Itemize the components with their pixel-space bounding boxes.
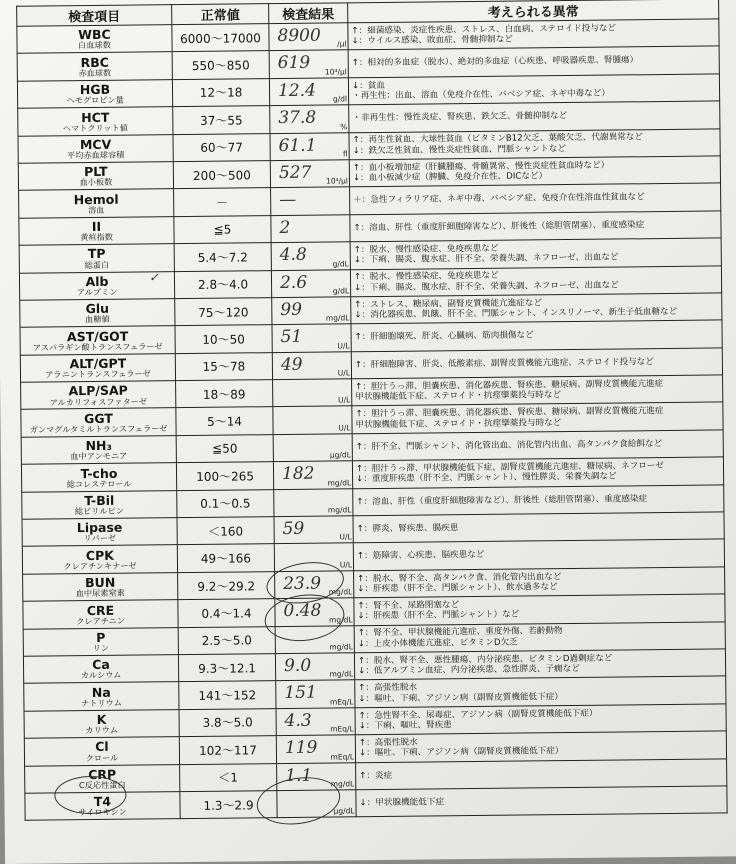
normal-range: 5.4～7.2 xyxy=(174,243,271,271)
result-cell xyxy=(277,762,356,790)
test-name: 血糖値 xyxy=(85,314,110,325)
abnormality-notes xyxy=(350,211,721,242)
result-cell xyxy=(273,434,352,462)
test-item-cell xyxy=(24,737,179,766)
result-cell xyxy=(275,598,354,626)
note-line: ↑：肝細胞壊死、肝炎、心臓病、筋肉損傷など xyxy=(354,330,534,343)
test-code: Glu xyxy=(85,301,110,317)
result-unit: mg/dL xyxy=(328,614,353,625)
result-unit: mg/dL xyxy=(329,669,354,679)
test-code: K xyxy=(96,711,107,728)
test-item-cell xyxy=(20,326,175,355)
test-item-cell xyxy=(17,79,172,108)
result-value: 51 xyxy=(280,327,303,348)
test-name: アスパラギン酸トランスフェラーゼ xyxy=(32,341,163,353)
normal-range: 9.2～29.2 xyxy=(178,571,275,599)
test-name: クレアチンキナーゼ xyxy=(63,560,137,572)
test-name: リパーゼ xyxy=(83,533,116,544)
result-value: 182 xyxy=(281,463,315,485)
normal-range: ＜1 xyxy=(180,763,277,791)
abnormality-notes xyxy=(356,758,727,789)
note-line: ↑：炎症 xyxy=(359,770,393,781)
result-unit: μg/dL xyxy=(329,450,351,460)
note-line: ↓：低アルブミン血症、内分泌疾患、急性膵炎、子癇など xyxy=(358,664,580,677)
test-item-cell xyxy=(19,244,174,273)
normal-range: 2.5～5.0 xyxy=(178,626,275,654)
note-line: ↑：肝細胞障害、肝炎、低酸素症、副腎皮質機能亢進症、ステロイド投与など xyxy=(354,356,654,370)
normal-range: 0.1～0.5 xyxy=(177,489,274,517)
note-line: ↑：腎不全、尿路閉塞など xyxy=(357,600,460,612)
result-unit: U/L xyxy=(337,368,351,378)
test-code: Cl xyxy=(95,739,109,755)
result-cell xyxy=(272,324,351,352)
test-name: 黄疸指数 xyxy=(80,231,113,243)
result-value: — xyxy=(279,190,297,211)
note-line: ↑：溶血、肝性（重度肝細胞障害など）、肝後性（総胆管閉塞）、重度感染症 xyxy=(353,219,645,234)
abnormality-notes xyxy=(352,430,723,461)
result-unit: μg/dL xyxy=(333,806,355,816)
result-value: 8900 xyxy=(277,25,321,47)
abnormality-notes xyxy=(348,74,719,105)
result-unit: U/L xyxy=(338,395,351,405)
test-code: ALP/SAP xyxy=(68,383,128,399)
abnormality-notes xyxy=(354,594,725,625)
test-item-cell xyxy=(18,162,173,191)
normal-range: 60～77 xyxy=(173,133,270,161)
note-line: ↓：肝疾患（肝不全、門脈シャント）など xyxy=(357,609,520,622)
result-cell xyxy=(271,215,350,243)
abnormality-notes xyxy=(355,676,726,707)
test-code: Hemol xyxy=(73,191,119,207)
normal-range: ＜160 xyxy=(177,517,274,545)
test-code: P xyxy=(96,629,106,645)
normal-range: 100～265 xyxy=(176,462,273,490)
result-unit: g/dL xyxy=(332,258,349,269)
result-value: 99 xyxy=(280,299,303,320)
result-value: 4.3 xyxy=(284,710,312,731)
result-cell xyxy=(270,132,349,160)
result-cell xyxy=(271,269,350,297)
test-item-cell xyxy=(22,545,177,574)
note-line: ↑：脱水、慢性感染症、免疫疾患など xyxy=(353,243,499,256)
test-code: Ca xyxy=(92,657,110,673)
note-line: ↑：ストレス、糖尿病、副腎皮質機能亢進症など xyxy=(354,298,542,311)
test-code: TP xyxy=(87,246,106,262)
header-notes: 考えられる異常 xyxy=(348,0,719,23)
note-line: ↓：肝疾患（肝不全、門脈シャント）、飲水過多など xyxy=(357,582,558,595)
test-name: 溶血 xyxy=(88,204,105,215)
test-code: MCV xyxy=(79,136,112,153)
abnormality-notes xyxy=(354,621,725,652)
result-unit: mg/dL xyxy=(327,477,352,488)
normal-range: 10～50 xyxy=(175,325,272,353)
note-line: ↓：下痢、腸炎、腹水症、肝不全、栄養失調、ネフローゼ、出血など xyxy=(353,252,619,266)
header-item: 検査項目 xyxy=(17,5,172,27)
header-range: 正常値 xyxy=(172,4,269,25)
test-item-cell xyxy=(21,435,176,464)
note-line: ↓：ウイルス感染、敗血症、骨髄抑制など xyxy=(351,34,513,47)
note-line: ↓：消化器疾患、飢餓、肝不全、門脈シャント、インスリノーマ、新生子低血糖など xyxy=(354,306,678,321)
header-result: 検査結果 xyxy=(269,3,348,24)
test-code: NH₃ xyxy=(85,437,113,454)
result-unit: mg/dL xyxy=(325,313,350,323)
note-line: ↓：甲状腺機能低下症 xyxy=(359,797,445,809)
result-value: 4.8 xyxy=(279,244,307,266)
test-name: 総ビリルビン xyxy=(74,505,125,517)
test-code: T-cho xyxy=(80,465,118,481)
test-item-cell xyxy=(19,216,174,245)
normal-range: 75～120 xyxy=(175,298,272,326)
test-name: 血小板数 xyxy=(79,177,113,188)
abnormality-notes xyxy=(352,402,723,433)
result-value: 12.4 xyxy=(277,80,316,101)
abnormality-notes xyxy=(352,375,723,406)
abnormality-notes xyxy=(349,156,720,187)
result-value: 23.9 xyxy=(283,573,322,594)
result-cell xyxy=(271,187,350,215)
test-code: CRE xyxy=(86,602,115,618)
result-value: 119 xyxy=(284,737,318,759)
test-item-cell xyxy=(21,381,176,410)
normal-range: － xyxy=(174,188,271,216)
test-item-cell xyxy=(23,600,178,629)
note-line: ↑：再生性貧血、大球性貧血（ビタミンB12欠乏、葉酸欠乏、代謝異常など xyxy=(352,132,644,146)
abnormality-notes xyxy=(356,786,727,817)
normal-range: ≦50 xyxy=(176,434,273,462)
normal-range: 9.3～12.1 xyxy=(178,654,275,682)
test-item-cell xyxy=(23,572,178,601)
test-name: ヘマトクリット値 xyxy=(62,122,128,133)
result-cell xyxy=(274,543,353,571)
result-cell xyxy=(276,735,355,763)
result-unit: 10⁴/μl xyxy=(325,176,349,186)
result-cell xyxy=(269,23,348,51)
result-unit: 10⁴/μl xyxy=(324,67,347,77)
normal-range: 200～500 xyxy=(173,161,270,189)
test-name: 白血球数 xyxy=(78,40,111,51)
abnormality-notes xyxy=(351,320,722,351)
test-name: クレアチニン xyxy=(76,615,126,626)
result-unit: U/L xyxy=(338,423,351,433)
test-item-cell xyxy=(20,299,175,328)
normal-range: 6000～17000 xyxy=(172,24,269,52)
test-code: HGB xyxy=(79,81,111,98)
result-value: 2 xyxy=(279,217,291,238)
test-item-cell xyxy=(25,764,180,793)
note-line: ↑：急性腎不全、尿毒症、アジソン病（副腎皮質機能低下症） xyxy=(358,708,598,721)
test-code: T-Bil xyxy=(84,492,115,509)
test-code: ALT/GPT xyxy=(69,355,127,372)
result-unit: g/dl xyxy=(332,94,348,104)
normal-range: ≦5 xyxy=(174,215,271,243)
test-name: 血中アンモニア xyxy=(70,450,128,462)
abnormality-notes xyxy=(351,348,722,379)
note-line: ＋：急性フィラリア症、ネギ中毒、バベシア症、免疫介在性溶血性貧血など xyxy=(353,192,645,206)
test-name: 赤血球数 xyxy=(78,67,112,78)
note-line: 甲状腺機能低下症、ステロイド・抗痙攣薬投与時など xyxy=(355,417,562,430)
result-value: 0.48 xyxy=(283,600,322,622)
test-code: RBC xyxy=(80,54,109,70)
result-value: 151 xyxy=(284,683,317,704)
note-line: ↑：溶血、肝性（重度肝細胞障害など）、肝後性（総胆管閉塞）、重度感染症 xyxy=(356,493,648,507)
test-name: 平均赤血球容積 xyxy=(66,149,125,161)
normal-range: 3.8～5.0 xyxy=(179,708,276,736)
test-name: C反応性蛋白 xyxy=(78,779,126,791)
abnormality-notes xyxy=(352,457,723,488)
test-code: HCT xyxy=(81,109,110,125)
normal-range: 15～78 xyxy=(175,352,272,380)
test-code: T4 xyxy=(93,794,112,810)
test-code: Lipase xyxy=(76,520,123,536)
note-line: ・再生性：出血、溶血（免疫介在性、バベシア症、ネギ中毒など） xyxy=(352,88,610,102)
note-line: ↑：腎不全、甲状腺機能亢進症、重度外傷、若齢動物 xyxy=(357,626,563,639)
test-name: 総コレステロール xyxy=(66,478,132,489)
test-item-cell xyxy=(17,25,172,54)
result-value: 527 xyxy=(278,162,312,184)
normal-range: 102～117 xyxy=(179,736,276,764)
normal-range: 550～850 xyxy=(172,51,269,79)
normal-range: 12～18 xyxy=(172,78,269,106)
result-unit: /μl xyxy=(337,39,347,49)
result-cell xyxy=(275,571,354,599)
test-item-cell xyxy=(21,408,176,437)
note-line: ↓：下痢、腸炎、腹水症、肝不全、栄養失調、ネフローゼ、出血など xyxy=(354,280,619,293)
test-code: Alb xyxy=(85,273,109,289)
result-cell xyxy=(275,625,354,653)
test-code: WBC xyxy=(78,27,111,43)
normal-range: 18～89 xyxy=(176,380,273,408)
normal-range: 141～152 xyxy=(179,681,276,709)
abnormality-notes xyxy=(354,649,725,680)
result-unit: mg/dL xyxy=(330,779,355,789)
test-code: CRP xyxy=(88,766,117,782)
note-line: ↑：肝不全、門脈シャント、消化管出血、消化管内出血、高タンパク食給餌など xyxy=(355,438,663,453)
abnormality-notes xyxy=(350,265,721,296)
note-line: ↓：嘔吐、下痢、アジソン病（副腎皮質機能低下症） xyxy=(358,746,564,759)
test-code: II xyxy=(91,218,102,235)
test-name: ナトリウム xyxy=(80,697,122,708)
normal-range: 0.4～1.4 xyxy=(178,599,275,627)
result-cell xyxy=(273,406,352,434)
note-line: ↑：脱水、腎不全、悪性腫瘍、内分泌疾患、ビタミンD過剰症など xyxy=(357,653,613,667)
test-name: ガンマグルタミルトランスフェラーゼ xyxy=(29,423,168,435)
result-unit: mg/dL xyxy=(327,505,352,515)
note-line: ↑：血小板増加症（肝臓腫瘍、骨髄異常、慢性炎症性貧血時など） xyxy=(352,160,610,174)
note-line: ↑：相対的多血症（脱水）、絶対的多血症（心疾患、呼吸器疾患、腎腫瘍） xyxy=(351,55,639,69)
note-line: ↓：重度肝疾患（肝不全、門脈シャント）、慢性膵炎、栄養失調など xyxy=(356,471,617,485)
result-unit: fl xyxy=(342,149,348,159)
test-name: 血中尿素窒素 xyxy=(75,587,125,599)
result-unit: % xyxy=(340,121,348,131)
note-line: ↓：嘔吐、下痢、アジソン病（副腎皮質機能低下症） xyxy=(358,691,563,704)
result-cell xyxy=(272,351,351,379)
note-line: ↑：高張性脱水 xyxy=(358,682,418,694)
test-item-cell xyxy=(25,792,180,821)
test-code: AST/GOT xyxy=(66,328,129,344)
result-unit: U/L xyxy=(337,341,350,351)
result-unit: g/dL xyxy=(332,286,350,296)
normal-range: 5～14 xyxy=(176,407,273,435)
note-line: 甲状腺機能低下症、ステロイド・抗痙攣薬投与時など xyxy=(355,390,562,403)
note-line: ↑：筋障害、心疾患、脳疾患など xyxy=(356,550,485,562)
test-item-cell xyxy=(17,52,172,81)
note-line: ・非再生性：慢性炎症、腎疾患、鉄欠乏、骨髄抑制など xyxy=(352,111,568,124)
result-cell xyxy=(269,50,348,78)
abnormality-notes xyxy=(350,183,721,214)
result-unit: mEq/L xyxy=(330,724,354,734)
result-value: 61.1 xyxy=(278,135,317,156)
result-cell xyxy=(271,242,350,270)
abnormality-notes xyxy=(350,238,721,269)
note-line: ↓：下痢、嘔吐、腎疾患 xyxy=(358,720,452,732)
test-name: リン xyxy=(92,642,110,654)
result-value: 37.8 xyxy=(278,107,317,129)
result-cell xyxy=(270,160,349,188)
result-unit: mg/dL xyxy=(328,587,353,597)
normal-range: 37～55 xyxy=(173,106,270,134)
note-line: ↑：脱水、慢性感染症、免疫疾患など xyxy=(353,271,499,283)
test-name: アルブミン xyxy=(76,286,118,298)
result-value: 9.0 xyxy=(283,655,312,677)
test-item-cell xyxy=(20,353,175,382)
test-item-cell xyxy=(23,627,178,656)
note-line: ↑：胆汁うっ滞、胆嚢疾患、消化器疾患、腎疾患、糖尿病、副腎皮質機能亢進症 xyxy=(355,378,664,393)
result-cell xyxy=(269,78,348,106)
note-line: ↑：高張性脱水 xyxy=(358,737,418,749)
note-line: ↑：胆汁うっ滞、胆嚢疾患、消化器疾患、腎疾患、糖尿病、副腎皮質機能亢進症 xyxy=(355,406,664,420)
result-value: 2.6 xyxy=(279,272,308,293)
test-item-cell xyxy=(22,490,177,519)
alb-check-mark: ✓ xyxy=(148,270,160,285)
result-cell xyxy=(273,379,352,407)
test-name: アラニントランスフェラーゼ xyxy=(45,368,151,380)
result-unit: mEq/L xyxy=(329,697,354,707)
test-code: PLT xyxy=(83,164,108,180)
test-code: CPK xyxy=(85,547,114,563)
result-cell xyxy=(276,680,355,708)
result-value: 59 xyxy=(282,518,305,540)
note-line: ↑：細菌感染、炎症性疾患、ストレス、白血病、ステロイド投与など xyxy=(351,23,617,37)
result-cell xyxy=(274,488,353,516)
abnormality-notes xyxy=(355,704,726,735)
abnormality-notes xyxy=(353,512,724,543)
test-item-cell xyxy=(24,709,179,738)
abnormality-notes xyxy=(349,128,720,159)
normal-range: 2.8～4.0 xyxy=(174,270,271,298)
result-unit: U/L xyxy=(339,532,352,542)
note-line: ↑：胆汁うっ滞、甲状腺機能低下症、副腎皮質機能亢進症、糖尿病、ネフローゼ xyxy=(355,461,664,475)
result-cell xyxy=(276,708,355,736)
normal-range: 49～166 xyxy=(177,544,274,572)
result-unit: mg/dL xyxy=(329,642,353,652)
result-cell xyxy=(277,790,356,818)
test-code: Na xyxy=(91,684,111,700)
abnormality-notes xyxy=(353,539,724,570)
note-line: ↑：脱水、腎不全、高タンパク食、消化管内出血など xyxy=(357,571,562,584)
test-item-cell xyxy=(18,107,173,136)
test-item-cell xyxy=(23,655,178,684)
result-value: 619 xyxy=(277,53,311,74)
note-line: ↑：膵炎、腎疾患、腸疾患 xyxy=(356,523,459,535)
result-cell xyxy=(275,653,354,681)
test-item-cell xyxy=(18,134,173,163)
test-item-cell xyxy=(21,463,176,492)
result-cell xyxy=(270,105,349,133)
abnormality-notes xyxy=(355,731,726,762)
test-code: GGT xyxy=(83,410,113,426)
test-item-cell xyxy=(22,518,177,547)
result-cell xyxy=(272,297,351,325)
test-code: BUN xyxy=(85,574,116,591)
test-name: サイロキシン xyxy=(78,807,127,818)
test-name: ヘモグロビン量 xyxy=(66,94,124,106)
abnormality-notes xyxy=(348,19,719,50)
result-cell xyxy=(273,461,352,489)
note-line: ↓：貧血 xyxy=(351,80,386,91)
test-name: カリウム xyxy=(85,724,119,736)
note-line: ↓：上皮小体機能亢進症、ビタミンD欠乏 xyxy=(357,637,518,650)
test-name: アルカリフォスファターゼ xyxy=(49,395,147,407)
lab-results-table xyxy=(16,0,727,821)
result-value: 49 xyxy=(280,354,303,375)
test-name: カルシウム xyxy=(80,670,122,681)
abnormality-notes xyxy=(348,46,719,77)
normal-range: 1.3～2.9 xyxy=(180,791,277,819)
abnormality-notes xyxy=(353,485,724,516)
result-unit: U/L xyxy=(339,560,353,570)
result-cell xyxy=(274,516,353,544)
abnormality-notes xyxy=(351,293,722,324)
test-name: クロール xyxy=(85,752,119,763)
abnormality-notes xyxy=(354,567,725,598)
result-value: 1.1 xyxy=(285,765,313,786)
test-item-cell xyxy=(19,189,174,218)
test-name: 総蛋白 xyxy=(84,259,110,270)
test-item-cell xyxy=(24,682,179,711)
note-line: ↓：血小板減少症（脾臓、免疫介在性、DICなど） xyxy=(352,171,548,184)
result-unit: mEq/L xyxy=(330,751,355,762)
abnormality-notes xyxy=(349,101,720,132)
note-line: ↓：鉄欠乏性貧血、慢性炎症性貧血、門脈シャントなど xyxy=(352,143,566,157)
